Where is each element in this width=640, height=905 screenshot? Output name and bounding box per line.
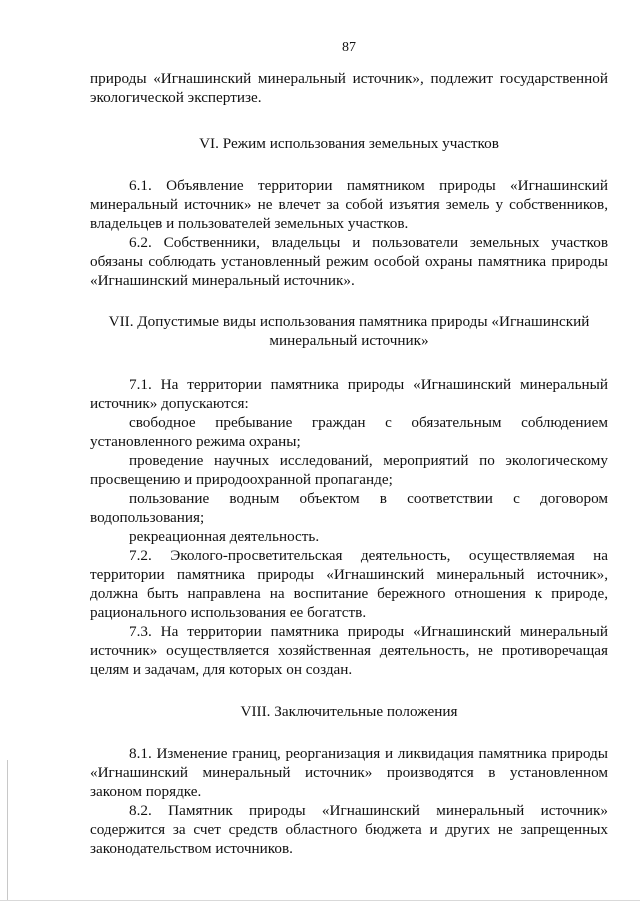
intro-continuation: природы «Игнашинский минеральный источник», подлежит государственной экологической экспертизе.	[90, 70, 608, 106]
paragraph-7-1: 7.1. На территории памятника природы «Игнашинский минеральный источник» допускаются:	[90, 376, 608, 412]
section-7-heading: VII. Допустимые виды использования памятника природы «Игнашинский минеральный источник»	[108, 313, 590, 349]
section-8-heading: VIII. Заключительные положения	[240, 703, 458, 720]
section-6-heading: VI. Режим использования земельных участков	[199, 135, 499, 152]
scan-edge-left	[7, 760, 8, 900]
scan-edge-bottom	[0, 900, 640, 901]
paragraph-7-2: 7.2. Эколого-просветительская деятельность, осуществляемая на территории памятника природы «Игнашинский минеральный источник», должна быть направлена на воспитание бережного отношения к природе, рационального использования ее богатств.	[90, 547, 608, 621]
list-item-permitted-use: свободное пребывание граждан с обязательным соблюдением установленного режима охраны;	[90, 414, 608, 450]
list-item-permitted-use: рекреационная деятельность.	[129, 528, 320, 545]
paragraph-6-2: 6.2. Собственники, владельцы и пользователи земельных участков обязаны соблюдать установленный режим особой охраны памятника природы «Игнашинский минеральный источник».	[90, 234, 608, 289]
list-item-permitted-use: проведение научных исследований, мероприятий по экологическому просвещению и природоохранной пропаганде;	[90, 452, 608, 488]
page-number: 87	[342, 40, 356, 55]
paragraph-6-1: 6.1. Объявление территории памятником природы «Игнашинский минеральный источник» не влечет за собой изъятия земель у собственников, владельцев и пользователей земельных участков.	[90, 177, 608, 232]
paragraph-7-3: 7.3. На территории памятника природы «Игнашинский минеральный источник» осуществляется хозяйственная деятельность, не противоречащая целям и задачам, для которых он создан.	[90, 623, 608, 678]
paragraph-8-1: 8.1. Изменение границ, реорганизация и ликвидация памятника природы «Игнашинский минеральный источник» производятся в установленном законом порядке.	[90, 745, 608, 800]
document-page	[90, 38, 608, 858]
list-item-permitted-use: пользование водным объектом в соответствии с договором водопользования;	[90, 490, 608, 526]
paragraph-8-2: 8.2. Памятник природы «Игнашинский минеральный источник» содержится за счет средств областного бюджета и других не запрещенных законодательством источников.	[90, 802, 608, 857]
